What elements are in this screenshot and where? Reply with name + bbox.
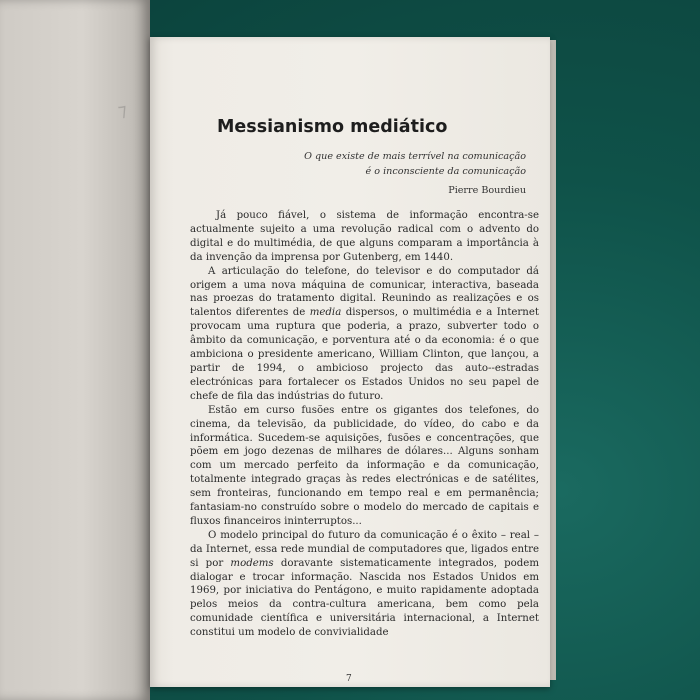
paragraph-2: A articulação do telefone, do televisor e do computador dá origem a uma nova máquina de comunicar, interactiva, baseada nas proezas do tratamento digital. Reunindo as realizações e os talentos diferentes de media dispersos, o multimédia e a Internet provocam uma ruptura que poderia, a prazo, subverter todo o âmbito da comunicação, e porventura até o da economia: é o que ambiciona o presidente americano, William Clinton, que lançou, a partir de 1994, o ambicioso projecto das auto--estradas electrónicas para fortalecer os Estados Unidos no seu papel de chefe de fila das indústrias do futuro. [190, 265, 539, 402]
page-number: 7 [346, 674, 352, 684]
paragraph-3: Estão em curso fusões entre os gigantes dos telefones, do cinema, da televisão, da publicidade, do vídeo, do cabo e da informática. Sucedem-se aquisições, fusões e concentrações, que põem em jogo dezenas de milhares de dólares... Alguns sonham com um mercado perfeito da informação e da comunicação, totalmente integrado graças às redes electrónicas e de satélites, sem fronteiras, funcionando em tempo real e em permanência; fantasiam-no construído sobre o modelo do mercado de capitais e fluxos financeiros ininterruptos... [190, 404, 539, 527]
chapter-title: Messianismo mediático [217, 117, 448, 137]
paragraph-4: O modelo principal do futuro da comunicação é o êxito – real – da Internet, essa rede mundial de computadores que, ligados entre si por modems doravante sistematicamente integrados, podem dialogar e trocar informação. Nascida nos Estados Unidos em 1969, por iniciativa do Pentágono, e muito rapidamente adoptada pelos meios da contra-cultura americana, bem como pela comunidade científica e universitária internacional, a Internet constitui um modelo de convivialidade [190, 529, 539, 639]
epigraph-line-1: O que existe de mais terrível na comunicação [304, 151, 526, 162]
left-page [0, 0, 150, 700]
show-through-text: ⁊ [116, 99, 129, 122]
epigraph [304, 149, 526, 179]
epigraph-author: Pierre Bourdieu [448, 185, 526, 196]
book-page [150, 37, 550, 687]
epigraph-line-2: é o inconsciente da comunicação [365, 166, 526, 177]
body-text [190, 209, 539, 640]
paragraph-1: Já pouco fiável, o sistema de informação encontra-se actualmente sujeito a uma revolução radical com o advento do digital e do multimédia, de que alguns comparam a importância à da invenção da imprensa por Gutenberg, em 1440. [190, 210, 539, 263]
